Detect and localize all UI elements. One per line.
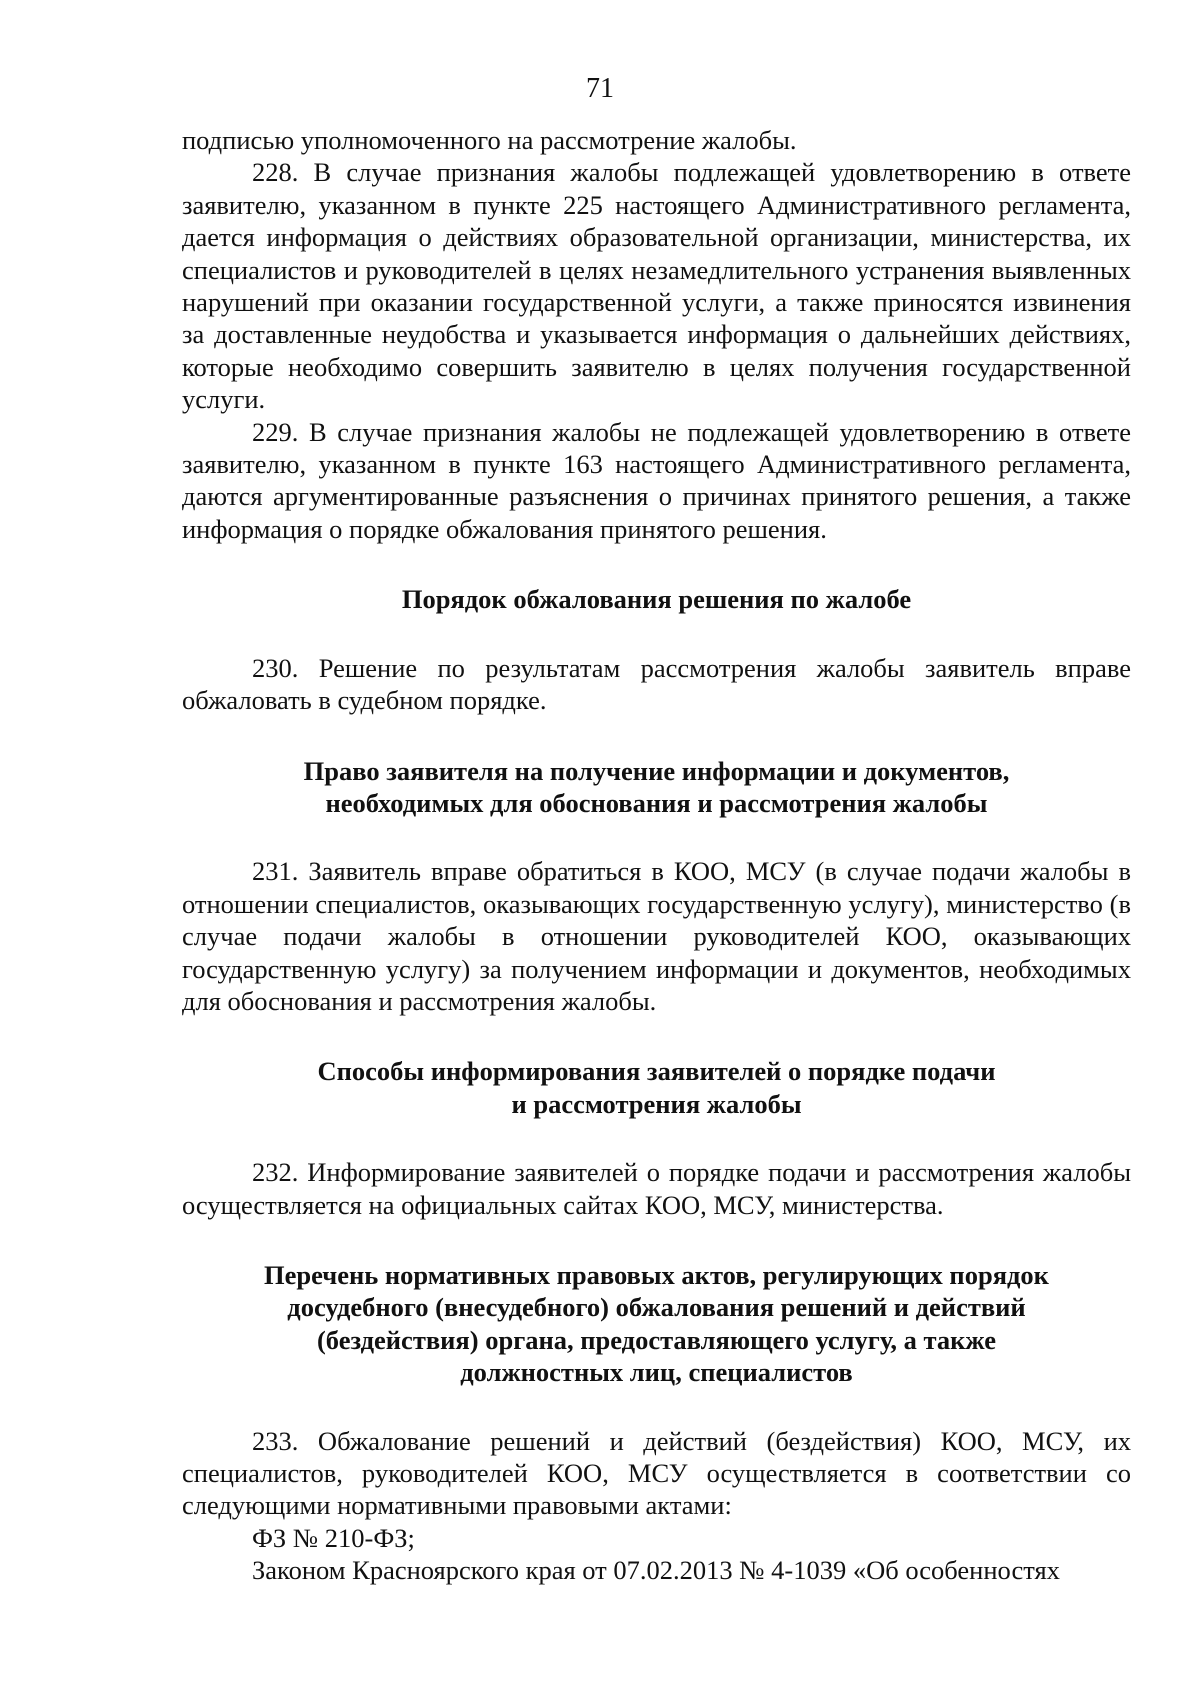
paragraph-continuation: подписью уполномоченного на рассмотрение жалобы. [182,125,797,155]
section-heading-legal-acts-list [182,1259,1131,1389]
paragraph-232: 232. Информирование заявителей о порядке подачи и рассмотрения жалобы осуществляется на официальных сайтах КОО, МСУ, министерства. [182,1157,1131,1220]
heading-line: (бездействия) органа, предоставляющего услугу, а также [316,1324,997,1355]
heading-line: должностных лиц, специалистов [460,1357,853,1388]
paragraph-228: 228. В случае признания жалобы подлежащей удовлетворению в ответе заявителю, указанном в пункте 225 настоящего Административного регламента, дается информация о действиях образовательной организации, министерства, их специалистов и руководителей в целях незамедлительного устранения выявленных нарушений при оказании государственной услуги, а также приносятся извинения за доставленные неудобства и указывается информация о дальнейших действиях, которые необходимо совершить заявителю в целях получения государственной услуги. [182,157,1131,415]
heading-line: и рассмотрения жалобы [511,1088,802,1119]
spacer [182,819,1131,855]
heading-line: необходимых для обоснования и рассмотрения жалобы [325,787,988,818]
paragraph-229: 229. В случае признания жалобы не подлежащей удовлетворению в ответе заявителю, указанном в пункте 163 настоящего Административного регламента, даются аргументированные разъяснения о причинах принятого решения, а также информация о порядке обжалования принятого решения. [182,416,1131,544]
spacer [182,1389,1131,1425]
spacer [182,545,1131,583]
paragraph-233: 233. Обжалование решений и действий (бездействия) КОО, МСУ, их специалистов, руководителей КОО, МСУ осуществляется в соответствии со следующими нормативными правовыми актами: [182,1425,1131,1521]
paragraph-231: 231. Заявитель вправе обратиться в КОО, МСУ (в случае подачи жалобы в отношении специалистов, оказывающих государственную услугу), министерство (в случае подачи жалобы в отношении руководителей КОО, оказывающих государственную услугу) за получением информации и документов, необходимых для обоснования и рассмотрения жалобы. [182,856,1131,1016]
section-heading-informing-methods [182,1055,1131,1120]
section-heading-right-to-information [182,755,1131,820]
spacer [182,616,1131,652]
heading-line: Право заявителя на получение информации и документов, [303,755,1010,786]
spacer [182,1221,1131,1259]
heading-line: досудебного (внесудебного) обжалования решений и действий [287,1292,1026,1323]
paragraph-230: 230. Решение по результатам рассмотрения жалобы заявитель вправе обжаловать в судебном порядке. [182,652,1131,716]
spacer [182,717,1131,755]
spacer [182,1120,1131,1156]
document-body [182,124,1131,1587]
paragraph-federal-law: ФЗ № 210-ФЗ; [252,1522,415,1553]
section-heading-appeal-procedure: Порядок обжалования решения по жалобе [401,584,912,615]
heading-line: Перечень нормативных правовых актов, регулирующих порядок [264,1259,1049,1290]
paragraph-regional-law: Законом Красноярского края от 07.02.2013 № 4-1039 «Об особенностях [252,1555,1060,1586]
heading-line: Способы информирования заявителей о порядке подачи [317,1056,996,1087]
spacer [182,1017,1131,1055]
page-number: 71 [586,73,614,104]
